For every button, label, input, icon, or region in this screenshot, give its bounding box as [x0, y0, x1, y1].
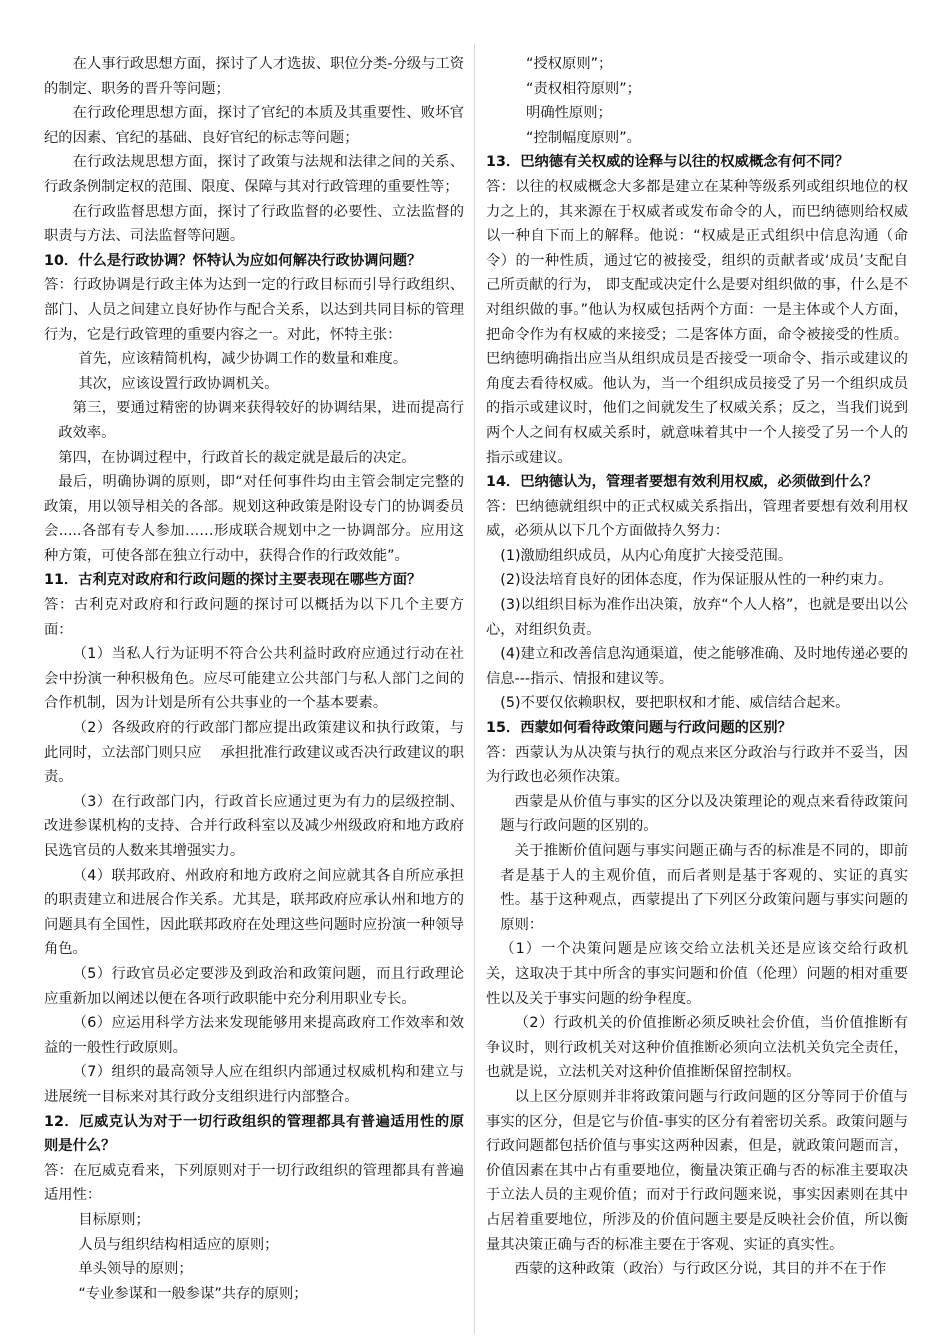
- answer-15: 答：西蒙认为从决策与执行的观点来区分政治与行政并不妥当，因为行政也必须作决策。: [486, 744, 908, 786]
- answer-11-item-4: （4）联邦政府、州政府和地方政府之间应就其各自所应承担的职责建立和进展合作关系。尤其是，联邦政府应承认州和地方的问题具有全国性，因此联邦政府在处理这些问题时应扮演一种领导角色。: [44, 867, 464, 958]
- answer-11-item-2: （2）各级政府的行政部门都应提出政策建议和执行政策，与此同时，立法部门则只应 承担批准行政建议或否决行政建议的职责。: [44, 720, 464, 786]
- question-10-heading: 10．什么是行政协调？怀特认为应如何解决行政协调问题？: [44, 252, 422, 269]
- answer-11-item-6: （6）应运用科学方法来发现能够用来提高政府工作效率和效益的一般性行政原则。: [44, 1015, 464, 1056]
- answer-10-item-2: 其次，应该设置行政协调机关。: [78, 375, 279, 392]
- answer-14-item-1: (1)激励组织成员，从内心角度扩大接受范围。: [500, 547, 793, 564]
- answer-14-item-5: (5)不要仅依赖职权，要把职权和才能、威信结合起来。: [500, 695, 850, 712]
- answer-12-item-7: 明确性原则；: [526, 105, 612, 122]
- answer-12-item-4: “专业参谋和一般参谋”共存的原则；: [78, 1285, 308, 1302]
- answer-14-item-4: (4)建立和改善信息沟通渠道，使之能够准确、及时地传递必要的信息---指示、情报和建议等。: [486, 646, 908, 687]
- answer-10-item-1: 首先，应该精简机构，减少协调工作的数量和难度。: [78, 351, 408, 368]
- answer-13: 答：以往的权威概念大多都是建立在某种等级系列或组织地位的权力之上的，其来源在于权威者或发布命令的人，而巴纳德则给权威以一种自下而上的解释。他说：“权威是正式组织中信息沟通（命令）的一种性质，通过它的被接受，组织的贡献者或‘成员’支配自己所贡献的行为， 即支配或决定什么是要对组织做的事，什么是不对组织做的事。”他认为权威包括两个方面：一是主体或个人方面，把命令作为有权威的来接受；二是客体方面，命令被接受的性质。巴纳德明确指出应当从组织成员是否接受一项命令、指示或建议的角度去看待权威。他认为，当一个组织成员接受了另一个组织成员的指示或建议时，他们之间就发生了权威关系；反之，当我们说到两个人之间有权威关系时，就意味着其中一个人接受了另一个人的指示或建议。: [486, 178, 908, 466]
- paragraph-ethics: 在行政伦理思想方面，探讨了官纪的本质及其重要性、败坏官纪的因素、官纪的基础、良好官纪的标志等问题；: [44, 105, 464, 146]
- question-11-heading: 11．古利克对政府和行政问题的探讨主要表现在哪些方面？: [44, 572, 422, 589]
- answer-12-item-6: “责权相符原则”；: [526, 80, 641, 97]
- question-13-heading: 13．巴纳德有关权威的诠释与以往的权威概念有何不同？: [486, 154, 850, 171]
- paragraph-personnel: 在人事行政思想方面，探讨了人才选拔、职位分类-分级与工资的制定、职务的晋升等问题；: [44, 56, 464, 97]
- answer-11: 答：古利克对政府和行政问题的探讨可以概括为以下几个主要方面：: [44, 597, 464, 638]
- answer-12-item-5: “授权原则”；: [526, 56, 613, 72]
- answer-14-item-3: (3)以组织目标为准作出决策，放弃“个人人格”，也就是要出以公心，对组织负责。: [486, 597, 908, 638]
- answer-10-item-3: 第三，要通过精密的协调来获得较好的协调结果，进而提高行政效率。: [58, 400, 464, 441]
- answer-15-para-4: 西蒙的这种政策（政治）与行政区分说，其目的并不在于作: [514, 1261, 887, 1278]
- answer-10-item-5: 最后，明确协调的原则，即“对任何事件均由主管会制定完整的政策，用以领导相关的各部。规划这种政策是附设专门的协调委员会.....各部有专人参加……形成联合规划中之一协调部分。应用这种方策，可使各部在独立行动中，获得合作的行政效能”。: [44, 474, 464, 564]
- answer-14-item-2: (2)设法培育良好的团体态度，作为保证服从性的一种约束力。: [500, 572, 893, 589]
- answer-15-para-2: 关于推断价值问题与事实问题正确与否的标准是不同的，即前者是基于人的主观价值，而后者则是基于客观的、实证的真实性。基于这种观点，西蒙提出了下列区分政策问题与事实问题的原则：: [500, 843, 908, 933]
- answer-12-item-3: 单头领导的原则；: [78, 1261, 193, 1278]
- answer-11-item-5: （5）行政官员必定要涉及到政治和政策问题，而且行政理论应重新加以阐述以便在各项行政职能中充分利用职业专长。: [44, 965, 464, 1007]
- answer-11-item-3: （3）在行政部门内，行政首长应通过更为有力的层级控制、改进参谋机构的支持、合并行政科室以及减少州级政府和地方政府民选官员的人数来其增强实力。: [44, 793, 464, 859]
- right-column: [486, 52, 908, 1282]
- answer-15-para-3: 以上区分原则并非将政策问题与行政问题的区分等同于价值与事实的区分，但是它与价值-事实的区分有着密切关系。政策问题与行政问题都包括价值与事实这两种因素，但是，就政策问题而言，价值因素在其中占有重要地位，衡量决策正确与否的标准主要取决于立法人员的主观价值；而对于行政问题来说，事实因素则在其中占居着重要地位，所涉及的价值问题主要是反映社会价值，所以衡量其决策正确与否的标准主要在于客观、实证的真实性。: [486, 1088, 908, 1253]
- question-14-heading: 14．巴纳德认为，管理者要想有效利用权威，必须做到什么？: [486, 474, 878, 491]
- column-divider: [474, 44, 475, 1334]
- answer-12: 答：在厄威克看来，下列原则对于一切行政组织的管理都具有普遍适用性：: [44, 1162, 464, 1204]
- answer-11-item-7: （7）组织的最高领导人应在组织内部通过权威机构和建立与进展统一目标来对其行政分支组织进行内部整合。: [44, 1064, 464, 1105]
- left-column: [44, 52, 464, 1306]
- answer-12-item-1: 目标原则；: [78, 1211, 150, 1228]
- answer-15-item-2: （2）行政机关的价值推断必须反映社会价值，当价值推断有争议时，则行政机关对这种价值推断必须向立法机关负完全责任，也就是说，立法机关对这种价值推断保留控制权。: [486, 1015, 908, 1081]
- answer-12-item-2: 人员与组织结构相适应的原则；: [78, 1236, 279, 1253]
- answer-11-item-1: （1）当私人行为证明不符合公共利益时政府应通过行动在社会中扮演一种积极角色。应尽可能建立公共部门与私人部门之间的合作机制，因为计划是所有公共事业的一个基本要素。: [44, 646, 464, 712]
- answer-14: 答：巴纳德就组织中的正式权威关系指出，管理者要想有效利用权威，必须从以下几个方面做持久努力：: [486, 498, 908, 540]
- answer-15-item-1: （1）一个决策问题是应该交给立法机关还是应该交给行政机关，这取决于其中所含的事实问题和价值（伦理）问题的相对重要性以及关于事实问题的纷争程度。: [486, 941, 908, 1007]
- answer-10-item-4: 第四，在协调过程中，行政首长的裁定就是最后的决定。: [58, 449, 416, 466]
- answer-15-para-1: 西蒙是从价值与事实的区分以及决策理论的观点来看待政策问题与行政问题的区别的。: [500, 793, 908, 835]
- paragraph-regulations: 在行政法规思想方面，探讨了政策与法规和法律之间的关系、行政条例制定权的范围、限度、保障与其对行政管理的重要性等；: [44, 154, 464, 195]
- answer-10: 答：行政协调是行政主体为达到一定的行政目标而引导行政组织、部门、人员之间建立良好协作与配合关系，以达到共同目标的管理行为，它是行政管理的重要内容之一。对此，怀特主张：: [44, 277, 464, 343]
- paragraph-supervision: 在行政监督思想方面，探讨了行政监督的必要性、立法监督的职责与方法、司法监督等问题。: [44, 203, 464, 245]
- question-15-heading: 15．西蒙如何看待政策问题与行政问题的区别？: [486, 720, 792, 737]
- question-12-heading: 12．厄威克认为对于一切行政组织的管理都具有普遍适用性的原则是什么？: [44, 1113, 464, 1155]
- answer-12-item-8: “控制幅度原则”。: [526, 129, 641, 146]
